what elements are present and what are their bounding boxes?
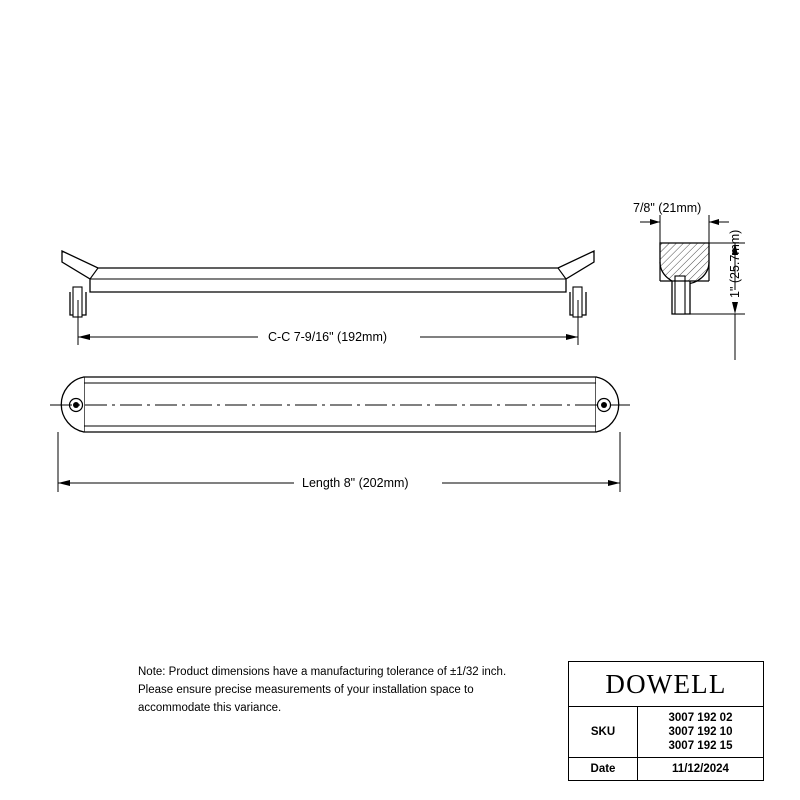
front-elevation-view xyxy=(62,251,594,317)
width-dimension xyxy=(640,215,729,243)
sku-values xyxy=(638,707,763,757)
title-block xyxy=(568,661,764,781)
brand-cell xyxy=(569,662,763,707)
sku-value-2: 3007 192 10 xyxy=(668,726,733,738)
length-dimension-label: Length 8" (202mm) xyxy=(302,476,409,490)
date-label: Date xyxy=(569,758,638,780)
brand-name: DOWELL xyxy=(605,668,727,699)
sku-value-1: 3007 192 02 xyxy=(668,712,733,724)
sku-label: SKU xyxy=(569,707,638,757)
sku-row xyxy=(569,707,763,758)
width-dimension-label: 7/8" (21mm) xyxy=(633,201,702,215)
plan-view xyxy=(50,377,630,432)
note-line-1: Note: Product dimensions have a manufacturing tolerance of ±1/32 inch. xyxy=(138,666,507,678)
side-section-view xyxy=(660,243,709,314)
cc-dimension-label: C-C 7-9/16" (192mm) xyxy=(268,330,388,344)
note-line-2: Please ensure precise measurements of your installation space to xyxy=(138,684,474,696)
date-value: 11/12/2024 xyxy=(672,763,729,775)
projection-dimension-label: 1" (25.7mm) xyxy=(728,229,742,298)
date-row xyxy=(569,758,763,780)
tolerance-note xyxy=(138,663,538,717)
sku-value-3: 3007 192 15 xyxy=(668,740,733,752)
note-line-3: accommodate this variance. xyxy=(138,702,282,714)
